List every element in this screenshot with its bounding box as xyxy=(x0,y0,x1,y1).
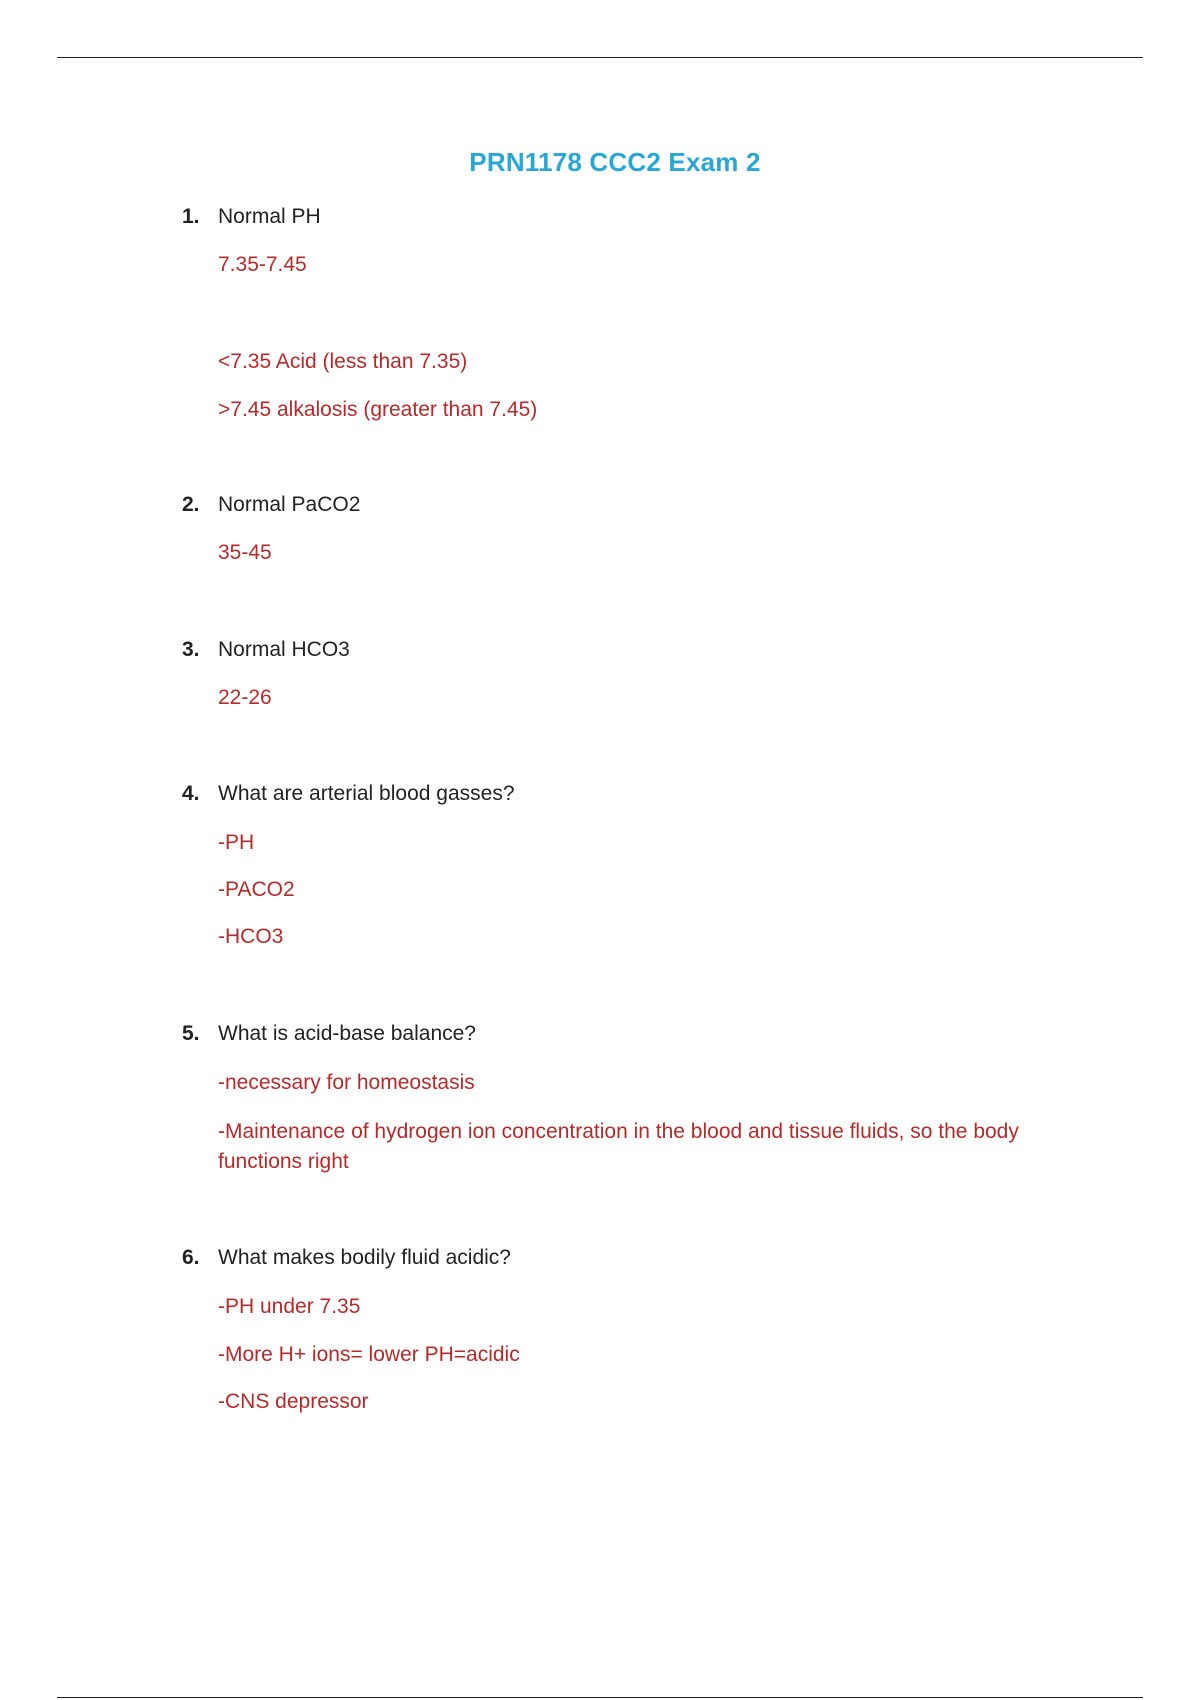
answer-4-3: -HCO3 xyxy=(218,925,284,948)
question-text: Normal PH xyxy=(218,205,321,228)
question-3 xyxy=(182,638,350,662)
question-number: 2. xyxy=(182,493,200,516)
answer-1-3: >7.45 alkalosis (greater than 7.45) xyxy=(218,398,538,421)
question-number: 1. xyxy=(182,205,200,228)
header-rule xyxy=(57,57,1143,58)
question-number: 4. xyxy=(182,782,200,805)
answer-6-2: -More H+ ions= lower PH=acidic xyxy=(218,1343,520,1366)
question-text: What makes bodily fluid acidic? xyxy=(218,1246,511,1269)
question-number: 6. xyxy=(182,1246,200,1269)
answer-1-1: 7.35-7.45 xyxy=(218,253,307,276)
question-6 xyxy=(182,1246,511,1270)
question-text: What are arterial blood gasses? xyxy=(218,782,515,805)
answer-1-2: <7.35 Acid (less than 7.35) xyxy=(218,350,468,373)
question-text: Normal PaCO2 xyxy=(218,493,361,516)
question-2 xyxy=(182,493,360,517)
question-4 xyxy=(182,782,515,806)
answer-6-3: -CNS depressor xyxy=(218,1390,369,1413)
answer-5-2: -Maintenance of hydrogen ion concentration in the blood and tissue fluids, so the body functions right xyxy=(218,1120,1019,1173)
document-title: PRN1178 CCC2 Exam 2 xyxy=(469,147,761,177)
answer-4-2: -PACO2 xyxy=(218,878,295,901)
answer-5-1: -necessary for homeostasis xyxy=(218,1071,475,1094)
answer-3-1: 22-26 xyxy=(218,686,272,709)
answer-6-1: -PH under 7.35 xyxy=(218,1295,361,1318)
answer-4-1: -PH xyxy=(218,831,255,854)
question-5 xyxy=(182,1022,476,1046)
question-number: 3. xyxy=(182,638,200,661)
question-number: 5. xyxy=(182,1022,200,1045)
question-text: What is acid-base balance? xyxy=(218,1022,476,1045)
answer-2-1: 35-45 xyxy=(218,541,272,564)
question-text: Normal HCO3 xyxy=(218,638,350,661)
footer-rule xyxy=(57,1697,1143,1698)
question-1 xyxy=(182,205,321,229)
